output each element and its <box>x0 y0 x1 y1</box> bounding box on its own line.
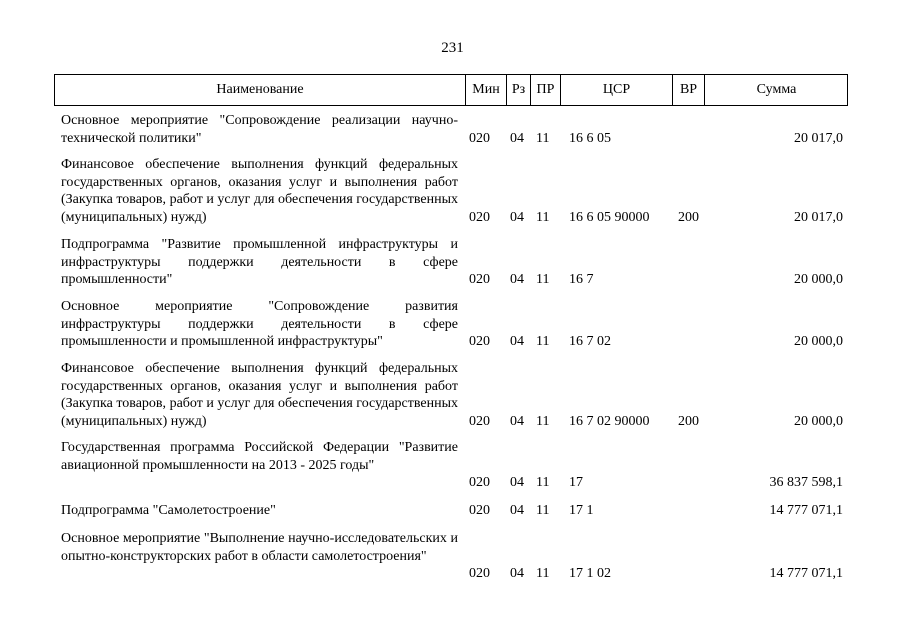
row-min: 020 <box>469 566 490 581</box>
row-amount: 14 777 071,1 <box>769 566 843 581</box>
row-amount: 20 000,0 <box>794 414 843 429</box>
row-vr: 200 <box>678 210 699 225</box>
row-name: Основное мероприятие "Сопровождение реализации научно-технической политики" <box>61 113 458 146</box>
row-name: Финансовое обеспечение выполнения функций федеральных государственных органов, оказания услуг и выполнения работ (Закупка товаров, работ и услуг для обеспечения государственных (муниципальных) нужд) <box>61 157 458 225</box>
row-csr: 16 7 <box>569 272 594 287</box>
row-min: 020 <box>469 272 490 287</box>
header-min: Мин <box>472 82 500 97</box>
row-amount: 20 017,0 <box>794 131 843 146</box>
table-row <box>0 360 905 432</box>
row-pr: 11 <box>536 566 550 581</box>
table-row <box>0 439 905 493</box>
row-rz: 04 <box>510 566 524 581</box>
page-number: 231 <box>441 40 464 56</box>
row-amount: 20 000,0 <box>794 334 843 349</box>
row-csr: 16 6 05 90000 <box>569 210 650 225</box>
table-row <box>0 156 905 228</box>
row-name: Основное мероприятие "Выполнение научно-исследовательских и опытно-конструкторских работ в области самолетостроения" <box>61 531 458 564</box>
table-row <box>0 530 905 584</box>
row-csr: 17 <box>569 475 583 490</box>
row-min: 020 <box>469 503 490 518</box>
row-min: 020 <box>469 131 490 146</box>
row-rz: 04 <box>510 414 524 429</box>
row-min: 020 <box>469 475 490 490</box>
row-pr: 11 <box>536 131 550 146</box>
row-rz: 04 <box>510 272 524 287</box>
row-csr: 16 7 02 <box>569 334 611 349</box>
header-rz: Рз <box>511 82 526 97</box>
row-csr: 17 1 02 <box>569 566 611 581</box>
row-csr: 16 7 02 90000 <box>569 414 650 429</box>
table-row <box>0 298 905 352</box>
row-rz: 04 <box>510 334 524 349</box>
row-min: 020 <box>469 414 490 429</box>
row-pr: 11 <box>536 334 550 349</box>
header-vr: ВР <box>679 82 698 97</box>
header-csr: ЦСР <box>602 82 631 97</box>
row-pr: 11 <box>536 210 550 225</box>
table-row <box>0 502 905 522</box>
row-name: Финансовое обеспечение выполнения функций федеральных государственных органов, оказания услуг и выполнения работ (Закупка товаров, работ и услуг для обеспечения государственных (муниципальных) нужд) <box>61 361 458 429</box>
row-name: Подпрограмма "Самолетостроение" <box>61 503 276 518</box>
header-name: Наименование <box>216 82 304 97</box>
row-min: 020 <box>469 210 490 225</box>
table-row <box>0 112 905 152</box>
row-amount: 36 837 598,1 <box>769 475 843 490</box>
table-row <box>0 236 905 290</box>
row-pr: 11 <box>536 475 550 490</box>
row-name: Основное мероприятие "Сопровождение развития инфраструктуры поддержки деятельности в сфере промышленности и промышленной инфраструктуры" <box>61 299 458 349</box>
row-min: 020 <box>469 334 490 349</box>
row-name: Подпрограмма "Развитие промышленной инфраструктуры и инфраструктуры поддержки деятельности в сфере промышленности" <box>61 237 458 287</box>
header-pr: ПР <box>536 82 555 97</box>
row-vr: 200 <box>678 414 699 429</box>
row-pr: 11 <box>536 503 550 518</box>
table-header <box>54 74 848 106</box>
row-amount: 20 000,0 <box>794 272 843 287</box>
row-rz: 04 <box>510 131 524 146</box>
row-amount: 14 777 071,1 <box>769 503 843 518</box>
header-amount: Сумма <box>756 82 797 97</box>
row-name: Государственная программа Российской Федерации "Развитие авиационной промышленности на 2013 - 2025 годы" <box>61 440 458 473</box>
row-csr: 16 6 05 <box>569 131 611 146</box>
row-pr: 11 <box>536 414 550 429</box>
row-csr: 17 1 <box>569 503 594 518</box>
row-rz: 04 <box>510 475 524 490</box>
row-rz: 04 <box>510 210 524 225</box>
row-pr: 11 <box>536 272 550 287</box>
row-amount: 20 017,0 <box>794 210 843 225</box>
row-rz: 04 <box>510 503 524 518</box>
